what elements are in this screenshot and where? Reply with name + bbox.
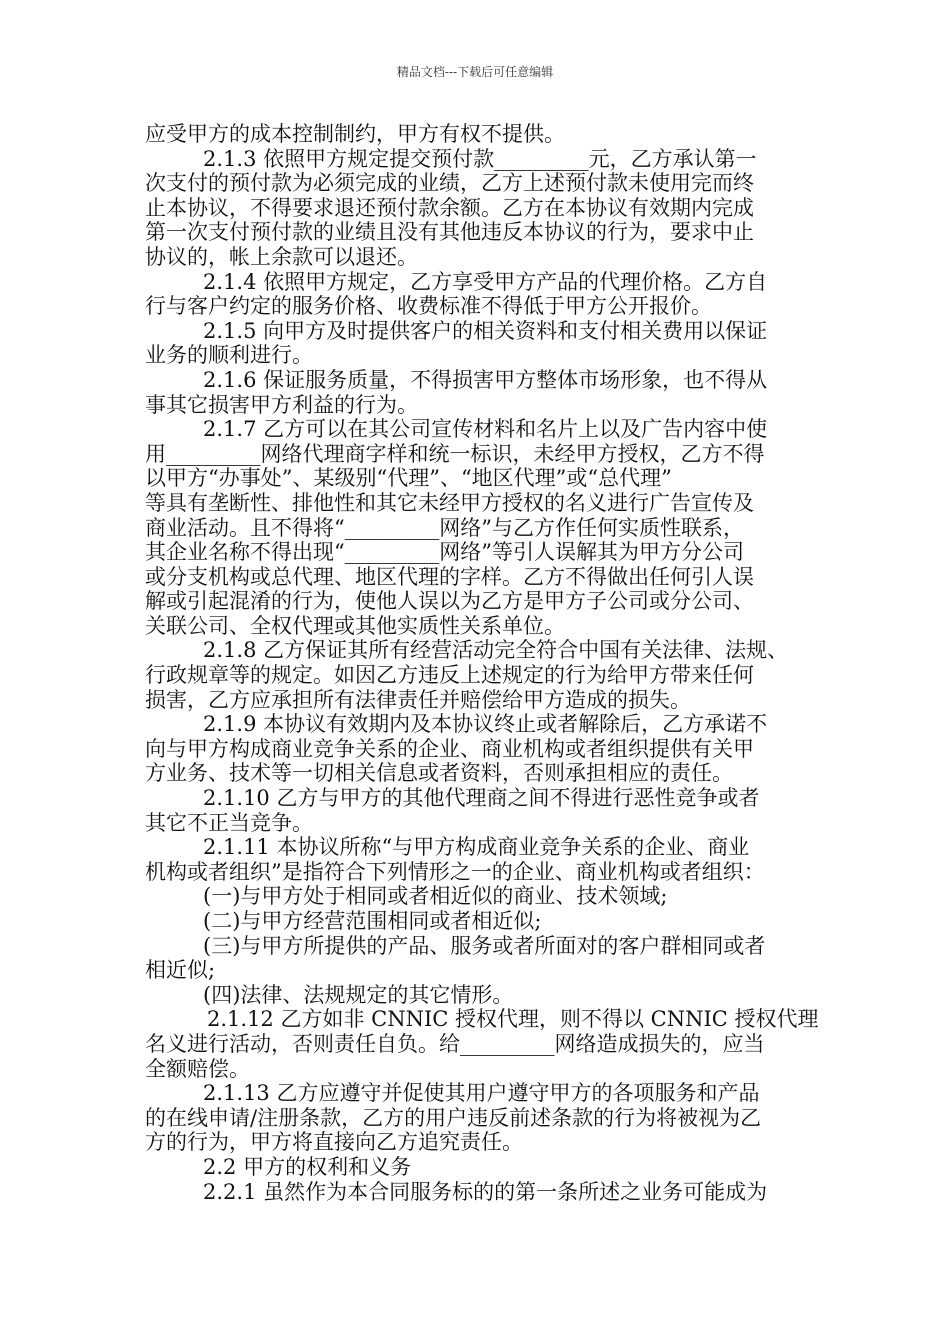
text-line: 关联公司、全权代理或其他实质性关系单位。: [145, 613, 565, 638]
text-line: 2.1.7 乙方可以在其公司宣传材料和名片上以及广告内容中使: [203, 417, 768, 442]
text-line: 应受甲方的成本控制制约，甲方有权不提供。: [145, 122, 565, 146]
text-line: 或分支机构或总代理、地区代理的字样。乙方不得做出任何引人误: [145, 564, 754, 589]
text-line: 全额赔偿。: [145, 1056, 250, 1081]
text-line: 名义进行活动，否则责任自负。给_________网络造成损失的，应当: [145, 1031, 765, 1056]
text-line: (二)与甲方经营范围相同或者相近似;: [203, 909, 542, 933]
text-line: 次支付的预付款为必须完成的业绩，乙方上述预付款未使用完而终: [145, 171, 754, 196]
text-line: 其它不正当竞争。: [145, 810, 313, 835]
text-line: 2.1.13 乙方应遵守并促使其用户遵守甲方的各项服务和产品: [203, 1081, 760, 1106]
text-line: 2.1.9 本协议有效期内及本协议终止或者解除后，乙方承诺不: [203, 712, 768, 737]
text-line: (三)与甲方所提供的产品、服务或者所面对的客户群相同或者: [203, 933, 766, 958]
text-line: 以甲方“办事处”、某级别“代理”、“地区代理”或“总代理”: [145, 466, 672, 491]
text-line: 其企业名称不得出现“_________网络”等引人误解其为甲方分公司: [145, 540, 744, 565]
text-line: 事其它损害甲方利益的行为。: [145, 392, 418, 417]
text-line: 2.1.11 本协议所称“与甲方构成商业竞争关系的企业、商业: [203, 835, 750, 860]
text-line: 用_________网络代理商字样和统一标识，未经甲方授权，乙方不得: [145, 441, 765, 466]
text-line: 2.1.4 依照甲方规定，乙方享受甲方产品的代理价格。乙方自: [203, 269, 768, 294]
text-line: 2.2.1 虽然作为本合同服务标的的第一条所述之业务可能成为: [203, 1179, 768, 1204]
text-line: 向与甲方构成商业竞争关系的企业、商业机构或者组织提供有关甲: [145, 736, 754, 761]
text-line: 的在线申请/注册条款，乙方的用户违反前述条款的行为将被视为乙: [145, 1105, 762, 1130]
text-line: 方的行为，甲方将直接向乙方追究责任。: [145, 1130, 523, 1155]
text-line: 2.2 甲方的权利和义务: [203, 1154, 412, 1179]
text-line: 协议的，帐上余款可以退还。: [145, 244, 418, 269]
text-line: 商业活动。且不得将“_________网络”与乙方作任何实质性联系，: [145, 515, 744, 540]
text-line: 行政规章等的规定。如因乙方违反上述规定的行为给甲方带来任何: [145, 663, 754, 688]
text-line: 等具有垄断性、排他性和其它未经甲方授权的名义进行广告宣传及: [145, 490, 754, 515]
text-line: (一)与甲方处于相同或者相近似的商业、技术领域;: [203, 884, 668, 909]
text-line: 方业务、技术等一切相关信息或者资料，否则承担相应的责任。: [145, 761, 733, 786]
text-line: 业务的顺利进行。: [145, 343, 313, 368]
text-line: (四)法律、法规规定的其它情形。: [203, 982, 514, 1007]
text-line: 解或引起混淆的行为，使他人误以为乙方是甲方子公司或分公司、: [145, 589, 754, 614]
text-line: 止本协议，不得要求退还预付款余额。乙方在本协议有效期内完成: [145, 195, 754, 220]
text-line: 第一次支付预付款的业绩且没有其他违反本协议的行为，要求中止: [145, 220, 754, 245]
text-line: 2.1.5 向甲方及时提供客户的相关资料和支付相关费用以保证: [203, 318, 768, 343]
document-body: [145, 122, 819, 1204]
text-line: 机构或者组织”是指符合下列情形之一的企业、商业机构或者组织：: [145, 859, 765, 884]
text-line: 2.1.8 乙方保证其所有经营活动完全符合中国有关法律、法规、: [203, 638, 789, 663]
text-line: 2.1.3 依照甲方规定提交预付款_________元，乙方承认第一: [203, 146, 757, 171]
text-line: 相近似;: [145, 958, 216, 983]
text-line: 2.1.12 乙方如非 CNNIC 授权代理，则不得以 CNNIC 授权代理: [207, 1007, 819, 1032]
page-header: 精品文档---下载后可任意编辑: [396, 65, 554, 79]
text-line: 2.1.6 保证服务质量，不得损害甲方整体市场形象，也不得从: [203, 367, 768, 392]
text-line: 2.1.10 乙方与甲方的其他代理商之间不得进行恶性竞争或者: [203, 786, 760, 811]
text-line: 损害，乙方应承担所有法律责任并赔偿给甲方造成的损失。: [145, 687, 691, 712]
text-line: 行与客户约定的服务价格、收费标准不得低于甲方公开报价。: [145, 294, 712, 319]
